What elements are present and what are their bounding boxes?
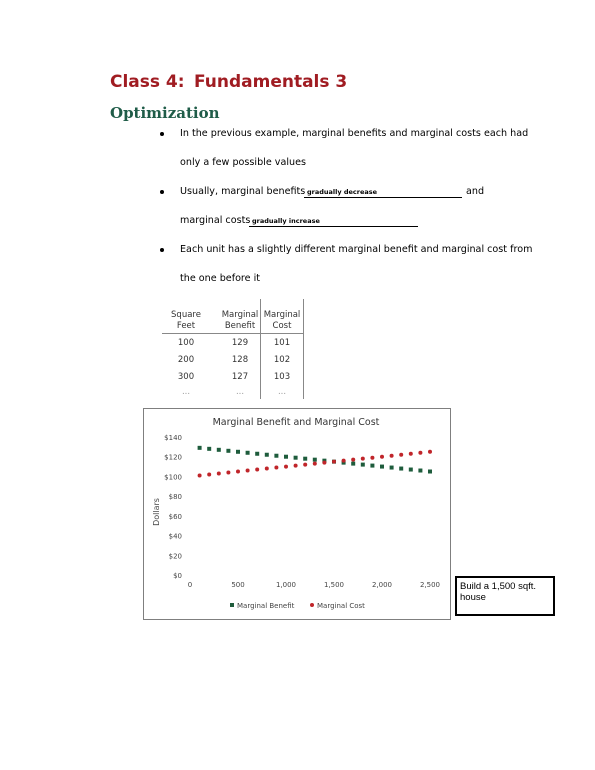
marginal-cost-point: [198, 473, 202, 477]
bullet-icon: [160, 248, 164, 252]
table-cell: 128: [231, 355, 249, 365]
marginal-cost-point: [226, 470, 230, 474]
marginal-benefit-point: [236, 450, 240, 454]
fill-in-answer: gradually decrease: [307, 188, 378, 196]
table-header: Marginal: [221, 310, 259, 320]
marginal-cost-point: [255, 468, 259, 472]
plot-area: [198, 446, 432, 478]
bullet-3-line-2: the one before it: [180, 273, 261, 284]
fill-in-answer: gradually increase: [252, 217, 320, 225]
bullet-1-line-1: In the previous example, marginal benefits and marginal costs each had: [180, 128, 529, 139]
table-cell: ...: [277, 387, 287, 397]
table-divider: [260, 299, 261, 399]
marginal-cost-point: [284, 465, 288, 469]
marginal-cost-point: [265, 467, 269, 471]
y-tick-label: $100: [164, 473, 182, 482]
marginal-cost-point: [428, 450, 432, 454]
y-tick-label: $120: [164, 453, 182, 462]
y-tick-label: $20: [168, 552, 182, 561]
x-tick-label: 1,000: [275, 581, 297, 589]
x-tick-label: 1,500: [323, 581, 345, 589]
axes: [164, 434, 440, 589]
y-tick-label: $140: [164, 434, 182, 442]
chart-title: Marginal Benefit and Marginal Cost: [212, 417, 380, 428]
bullet-2-suffix: and: [466, 186, 485, 197]
table-cell: 127: [231, 372, 249, 382]
class-label: Class 4:: [110, 72, 185, 92]
table-header: Square: [171, 310, 201, 320]
x-tick-label: 2,000: [371, 581, 393, 589]
table-header: Benefit: [224, 321, 256, 331]
bullet-icon: [160, 190, 164, 194]
marginal-cost-point: [294, 464, 298, 468]
marginal-benefit-point: [246, 451, 250, 455]
legend-square-icon: [230, 603, 234, 607]
marginal-cost-point: [322, 461, 326, 465]
marginal-benefit-point: [390, 466, 394, 470]
marginal-benefit-point: [399, 467, 403, 471]
x-tick-label: 500: [231, 581, 245, 589]
marginal-benefit-point: [428, 470, 432, 474]
section-heading: Optimization: [110, 104, 220, 122]
table-cell: 103: [273, 372, 291, 382]
marginal-benefit-point: [274, 454, 278, 458]
bullet-1-line-2: only a few possible values: [180, 157, 306, 168]
table-header: Marginal: [263, 310, 301, 320]
y-axis-label: Dollars: [152, 498, 161, 526]
marginal-benefit-point: [284, 455, 288, 459]
marginal-benefit-point: [351, 462, 355, 466]
x-tick-label: 2,500: [419, 581, 441, 589]
marginal-benefit-point: [313, 458, 317, 462]
marginal-cost-point: [274, 466, 278, 470]
table-cell: 100: [177, 338, 195, 348]
marginal-cost-point: [370, 456, 374, 460]
marginal-benefit-point: [217, 448, 221, 452]
chart-frame: [143, 408, 451, 620]
marginal-cost-point: [303, 463, 307, 467]
bullet-2-line-2-prefix: marginal costs: [180, 215, 251, 226]
marginal-cost-point: [236, 470, 240, 474]
answer-callout: Build a 1,500 sqft. house: [455, 576, 555, 616]
marginal-benefit-point: [255, 452, 259, 456]
y-tick-label: $80: [168, 493, 182, 502]
marginal-benefit-point: [207, 447, 211, 451]
legend-circle-icon: [310, 603, 314, 607]
marginal-cost-point: [207, 472, 211, 476]
table-cell: 102: [273, 355, 291, 365]
marginal-cost-point: [380, 455, 384, 459]
marginal-cost-point: [390, 454, 394, 458]
marginal-benefit-point: [380, 465, 384, 469]
bullet-icon: [160, 132, 164, 136]
table-cell: 101: [273, 338, 291, 348]
marginal-cost-point: [332, 460, 336, 464]
bullet-2-prefix: Usually, marginal benefits: [180, 186, 306, 197]
legend: [230, 602, 365, 610]
marginal-benefit-point: [370, 464, 374, 468]
marginal-table: [162, 299, 304, 399]
marginal-cost-point: [246, 469, 250, 473]
class-title: Fundamentals 3: [194, 72, 348, 92]
marginal-benefit-point: [226, 449, 230, 453]
table-header-divider: [162, 333, 304, 334]
legend-label: Marginal Cost: [317, 602, 365, 610]
table-cell: ...: [235, 387, 245, 397]
table-cell: 300: [177, 372, 195, 382]
y-tick-label: $0: [173, 572, 182, 580]
table-cell: 200: [177, 355, 195, 365]
table-cell: ...: [181, 387, 191, 397]
marginal-cost-point: [342, 459, 346, 463]
legend-label: Marginal Benefit: [237, 602, 295, 610]
table-divider: [303, 299, 304, 399]
marginal-cost-point: [399, 453, 403, 457]
y-tick-label: $40: [168, 532, 182, 541]
marginal-benefit-point: [294, 456, 298, 460]
marginal-cost-point: [361, 457, 365, 461]
marginal-benefit-point: [409, 468, 413, 472]
marginal-benefit-point: [361, 463, 365, 467]
chart: [144, 409, 449, 618]
bullet-3-line-1: Each unit has a slightly different marginal benefit and marginal cost from: [180, 244, 533, 255]
table-header: Cost: [272, 321, 292, 331]
marginal-benefit-point: [418, 469, 422, 473]
marginal-cost-point: [351, 458, 355, 462]
table-header: Feet: [176, 321, 196, 331]
marginal-cost-point: [217, 471, 221, 475]
marginal-cost-point: [313, 462, 317, 466]
x-tick-label: 0: [187, 581, 193, 589]
marginal-benefit-point: [303, 457, 307, 461]
marginal-benefit-point: [265, 453, 269, 457]
y-tick-label: $60: [168, 512, 182, 521]
table-cell: 129: [231, 338, 249, 348]
marginal-cost-point: [418, 451, 422, 455]
marginal-cost-point: [409, 452, 413, 456]
marginal-benefit-point: [198, 446, 202, 450]
